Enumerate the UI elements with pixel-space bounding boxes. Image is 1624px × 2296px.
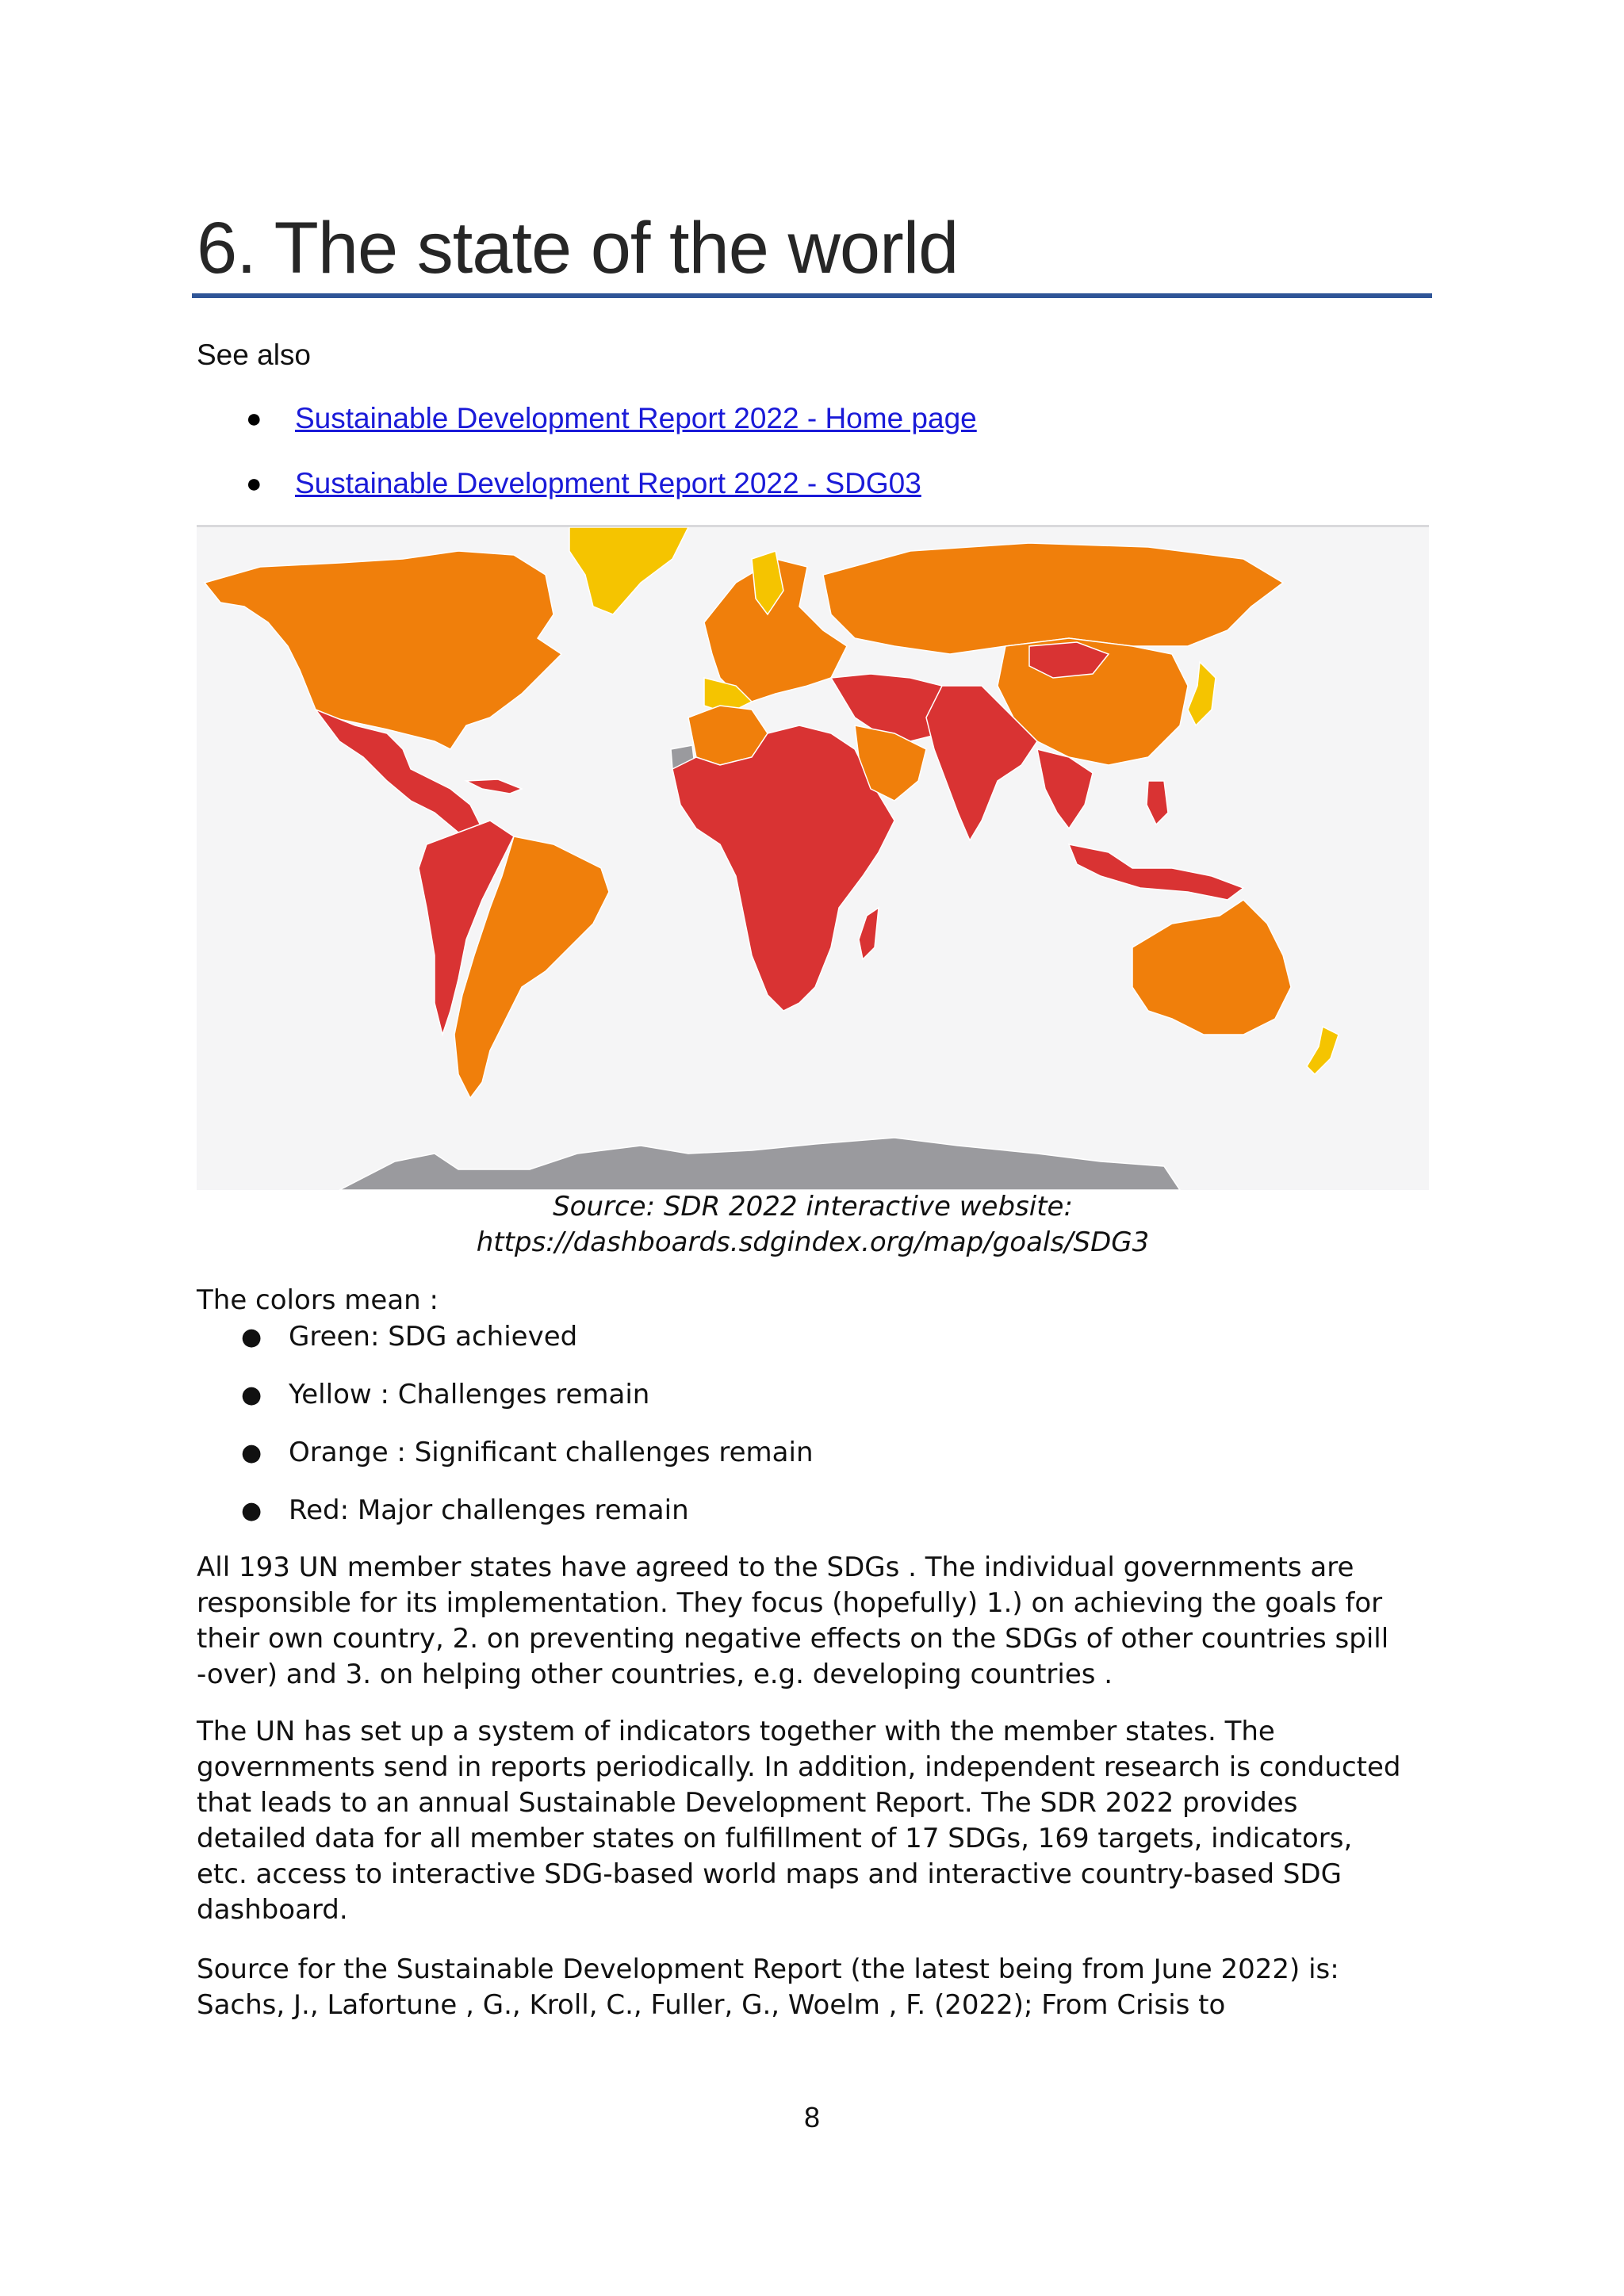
legend-yellow: Yellow : Challenges remain bbox=[289, 1379, 650, 1410]
indonesia-shape bbox=[1069, 844, 1243, 900]
antarctica-shape bbox=[339, 1138, 1180, 1190]
bullet-icon: ● bbox=[246, 404, 262, 434]
section-heading: 6. The state of the world bbox=[197, 208, 959, 289]
text-line: governments send in reports periodically. In addition, independent research is conducted bbox=[197, 1751, 1401, 1783]
paragraph-indicators bbox=[197, 1714, 1434, 1928]
text-line: etc. access to interactive SDG-based world maps and interactive country-based SDG bbox=[197, 1858, 1342, 1890]
text-line: dashboard. bbox=[197, 1894, 348, 1926]
new-zealand-shape bbox=[1307, 1027, 1339, 1074]
text-line: Sachs, J., Lafortune , G., Kroll, C., Fuller, G., Woelm , F. (2022); From Crisis to bbox=[197, 1989, 1226, 2021]
world-map-image bbox=[197, 525, 1429, 1190]
caribbean-shape bbox=[466, 779, 522, 794]
text-line: The UN has set up a system of indicators together with the member states. The bbox=[197, 1716, 1275, 1747]
text-line: responsible for its implementation. They focus (hopefully) 1.) on achieving the goals for bbox=[197, 1587, 1383, 1619]
australia-shape bbox=[1132, 900, 1291, 1035]
sdr-home-link[interactable]: Sustainable Development Report 2022 - Home page bbox=[295, 402, 977, 434]
page-number: 8 bbox=[803, 2101, 821, 2133]
map-caption-line-1: Source: SDR 2022 interactive website: bbox=[553, 1191, 1073, 1223]
bullet-icon: ● bbox=[241, 1497, 262, 1525]
sdr-sdg03-link[interactable]: Sustainable Development Report 2022 - SDG03 bbox=[295, 467, 921, 499]
japan-shape bbox=[1188, 662, 1216, 725]
north-america-shape bbox=[205, 551, 561, 749]
map-caption-source-url: https://dashboards.sdgindex.org/map/goals/SDG3 bbox=[476, 1226, 1150, 1258]
paragraph-un-member-states bbox=[197, 1550, 1434, 1693]
see-also-label: See also bbox=[197, 339, 311, 371]
southeast-asia-shape bbox=[1037, 749, 1093, 828]
greenland-shape bbox=[569, 527, 688, 614]
bullet-icon: ● bbox=[241, 1381, 262, 1409]
russia-shape bbox=[823, 543, 1283, 654]
legend-orange: Orange : Significant challenges remain bbox=[289, 1437, 814, 1468]
text-line: that leads to an annual Sustainable Development Report. The SDR 2022 provides bbox=[197, 1787, 1298, 1819]
text-line: their own country, 2. on preventing negative effects on the SDGs of other countries spill bbox=[197, 1623, 1389, 1655]
heading-underline bbox=[192, 293, 1432, 298]
text-line: detailed data for all member states on fulfillment of 17 SDGs, 169 targets, indicators, bbox=[197, 1823, 1353, 1854]
africa-shape bbox=[672, 725, 894, 1011]
world-map-svg bbox=[197, 527, 1429, 1190]
bullet-icon: ● bbox=[241, 1439, 262, 1467]
legend-intro: The colors mean : bbox=[197, 1284, 439, 1316]
paragraph-source bbox=[197, 1952, 1434, 2023]
legend-green: Green: SDG achieved bbox=[289, 1321, 578, 1353]
madagascar-shape bbox=[859, 908, 879, 959]
text-line: -over) and 3. on helping other countries, e.g. developing countries . bbox=[197, 1659, 1113, 1690]
text-line: All 193 UN member states have agreed to the SDGs . The individual governments are bbox=[197, 1552, 1354, 1583]
philippines-shape bbox=[1147, 781, 1168, 825]
bullet-icon: ● bbox=[241, 1323, 262, 1351]
legend-red: Red: Major challenges remain bbox=[289, 1494, 689, 1526]
bullet-icon: ● bbox=[246, 469, 262, 499]
text-line: Source for the Sustainable Development Report (the latest being from June 2022) is: bbox=[197, 1954, 1339, 1985]
